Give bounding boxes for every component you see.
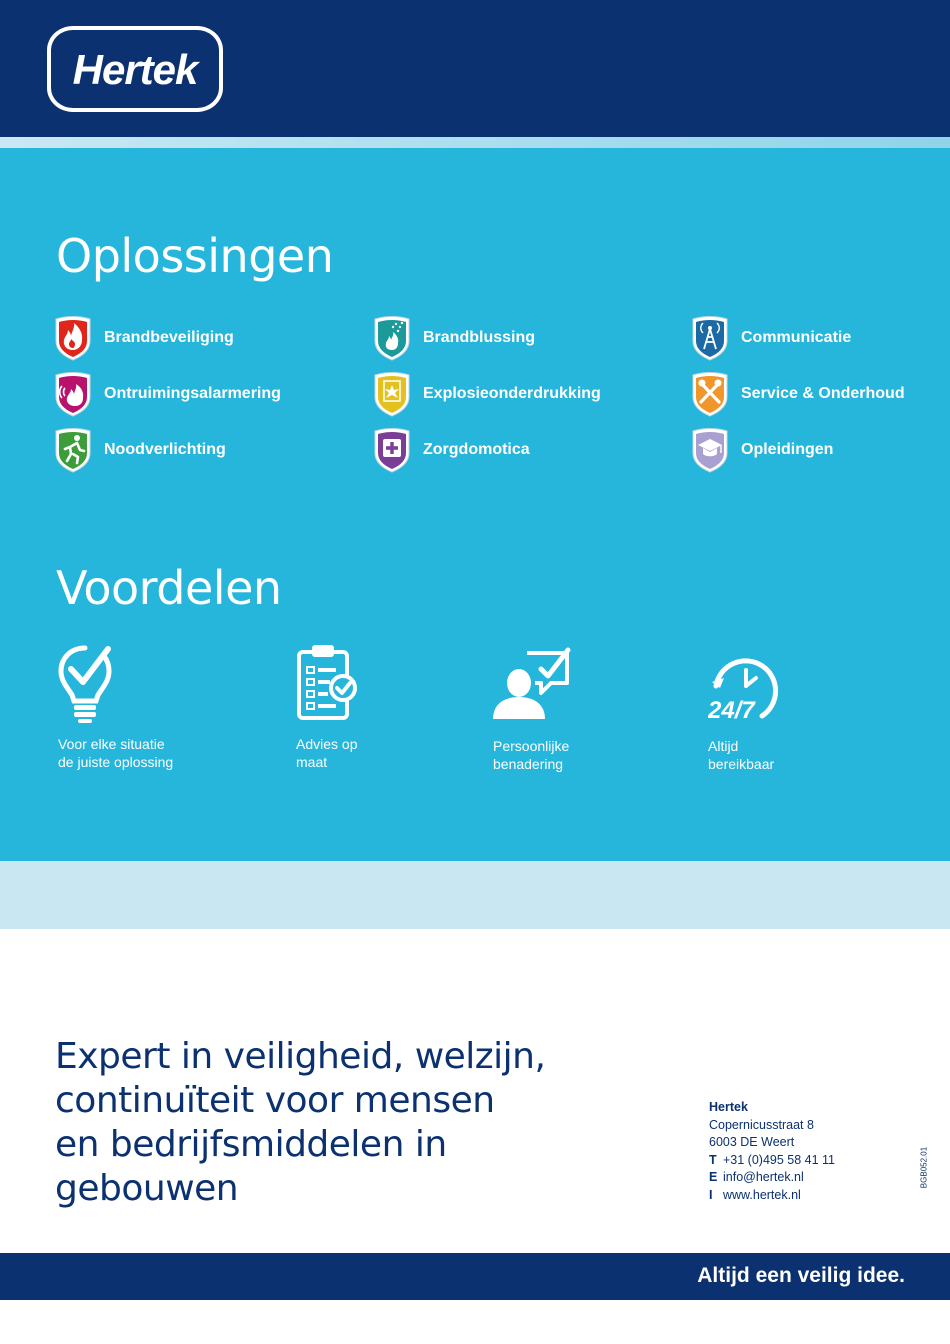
solution-label: Brandblussing: [423, 329, 536, 346]
solution-label: Communicatie: [741, 329, 852, 346]
solution-item: [53, 426, 226, 474]
pale-band: [0, 861, 950, 929]
alarm-flame-icon: [53, 371, 93, 417]
footer-bar: [0, 1253, 950, 1300]
explosion-icon: [372, 371, 412, 417]
solution-item: [690, 314, 851, 362]
phone-key: T: [709, 1152, 717, 1167]
solution-label: Ontruimingsalarmering: [104, 385, 281, 402]
contact-email-row: [709, 1169, 835, 1187]
footer-slogan: Altijd een veilig idee.: [697, 1264, 905, 1287]
solution-label: Explosieonderdrukking: [423, 385, 601, 402]
clock-24-7-text: 24/7: [708, 697, 755, 722]
hertek-logo: [47, 26, 223, 112]
solution-item: [53, 370, 281, 418]
contact-address-line: Copernicusstraat 8: [709, 1117, 814, 1132]
solution-label: Brandbeveiliging: [104, 329, 234, 346]
web-key: I: [709, 1187, 713, 1202]
contact-company: Hertek: [709, 1100, 748, 1114]
solution-label: Opleidingen: [741, 441, 834, 458]
solutions-title: Oplossingen: [56, 229, 334, 283]
contact-phone[interactable]: +31 (0)495 58 41 11: [723, 1152, 836, 1167]
clipboard-check-icon: [296, 643, 358, 723]
flame-icon: [53, 315, 93, 361]
contact-phone-row: [709, 1152, 835, 1170]
solution-item: [690, 426, 833, 474]
medical-cross-icon: [372, 427, 412, 473]
document-code: BGB052.01: [919, 1146, 929, 1189]
benefit-label: Voor elke situatie de juiste oplossing: [58, 736, 174, 770]
solution-label: Noodverlichting: [104, 441, 226, 458]
sprinkler-icon: [372, 315, 412, 361]
contact-email[interactable]: info@hertek.nl: [723, 1170, 804, 1185]
antenna-icon: [690, 315, 730, 361]
contact-website[interactable]: www.hertek.nl: [723, 1187, 801, 1202]
solution-label: Service & Onderhoud: [741, 385, 905, 402]
header-gradient-strip: [0, 137, 950, 148]
solution-label: Zorgdomotica: [423, 441, 530, 458]
solution-item: [53, 314, 234, 362]
contact-block: [709, 1099, 835, 1205]
benefit-label: Advies op maat: [296, 736, 358, 770]
person-chat-icon: [493, 647, 573, 721]
benefits-title: Voordelen: [56, 561, 282, 615]
solution-item: [372, 314, 535, 362]
contact-web-row: [709, 1187, 835, 1205]
logo-text: Hertek: [72, 46, 198, 93]
contact-postal-line: 6003 DE Weert: [709, 1135, 795, 1150]
solution-item: [372, 426, 530, 474]
running-man-icon: [53, 427, 93, 473]
email-key: E: [709, 1170, 718, 1185]
benefit-label: Altijd bereikbaar: [708, 738, 775, 772]
header-bar: [0, 0, 950, 137]
tagline: Expert in veiligheid, welzijn, continuïteit voor mensen en bedrijfsmiddelen in gebouwen: [55, 1036, 546, 1209]
solution-item: [372, 370, 601, 418]
benefit-label: Persoonlijke benadering: [493, 738, 570, 772]
lightbulb-check-icon: [58, 645, 112, 725]
graduation-cap-icon: [690, 427, 730, 473]
solution-item: [690, 370, 905, 418]
clock-24-7-icon: [708, 656, 780, 722]
tools-icon: [690, 371, 730, 417]
